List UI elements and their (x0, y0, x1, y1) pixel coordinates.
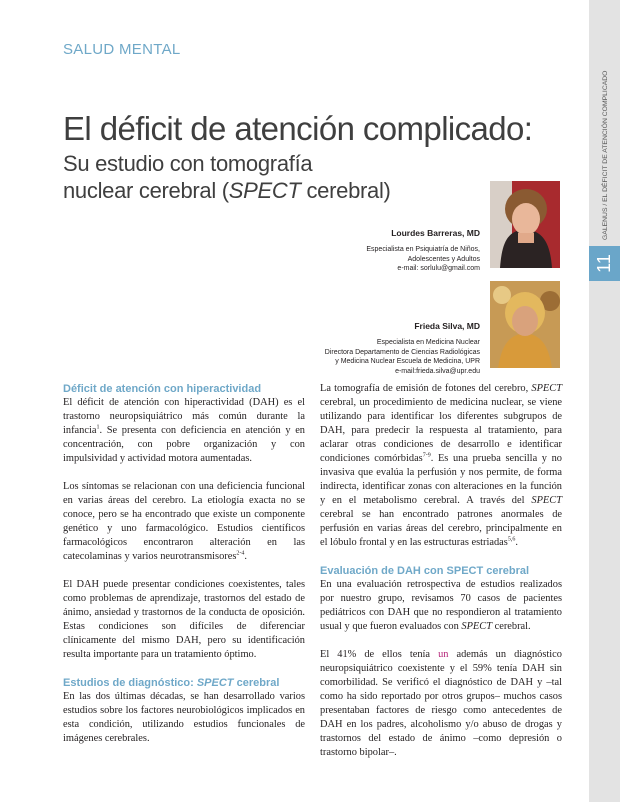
paragraph: El DAH puede presentar condiciones coexistentes, tales como problemas de aprendizaje, trastornos del estado de ánimo, ansiedad y trastornos de la conducta de oposición. Estas condiciones son difíciles de diferenciar clínicamente del mismo DAH, pero su identificación resulta importante para un tratamiento óptimo. (63, 579, 305, 660)
author-1-photo (490, 181, 560, 268)
paragraph: El déficit de atención con hiperactividad (DAH) es el trastorno neuropsiquiátrico más común durante la infancia$^1$. Se presenta con deficiencia en atención y en concentración, con pobre organización y con impulsividad y actividad motora aumentadas. (63, 397, 305, 464)
running-head: GALENUS / EL DÉFICIT DE ATENCIÓN COMPLICADO (602, 70, 609, 240)
paragraph: Los síntomas se relacionan con una deficiencia funcional en varias áreas del cerebro. La etiología exacta no se conoce, pero se ha encontrado que existe un componente genético y uno farmacológico. Estudios científicos farmacológicos encontraron alteración en las catecolaminas y varios neurotransmisores$^{2-4}$. (63, 481, 305, 562)
author-2-block (325, 321, 480, 376)
author-2-line: Especialista en Medicina Nuclear (376, 339, 480, 346)
author-1-email: e-mail: sorlulu@gmail.com (397, 265, 480, 273)
paragraph: En las dos últimas décadas, se han desarrollado varios estudios sobre los factores neurobiológicos implicados en esta condición, utilizando estudios funcionales de imágenes cerebrales. (63, 691, 305, 744)
heading-diagnostico: Estudios de diagnóstico: SPECT cerebral (63, 677, 280, 689)
author-1-line: Especialista en Psiquiatría de Niños, (366, 246, 480, 253)
left-column (63, 382, 305, 760)
author-2-line: y Medicina Nuclear Escuela de Medicina, UPR (335, 358, 480, 366)
author-2-name: Frieda Silva, MD (414, 321, 480, 331)
author-1-name: Lourdes Barreras, MD (391, 228, 480, 238)
author-2-line: Directora Departamento de Ciencias Radiológicas (324, 348, 480, 356)
article-subtitle-line-2: nuclear cerebral (SPECT cerebral) (63, 178, 391, 203)
right-column (320, 382, 562, 774)
paragraph: La tomografía de emisión de fotones del cerebro, SPECT cerebral, un procedimiento de medicina nuclear, se viene utilizando para identificar los diferentes subgrupos de DAH, para predecir la respuesta al tratamiento, para aclarar otras condiciones de desarrollo e identificar condiciones comórbidas$^{7-9}$. Es una prueba sencilla y no invasiva que evalúa la perfusión y nos permite, de forma indirecta, identificar zonas con alteraciones en la función y en el metabolismo cerebral. A través del SPECT cerebral se han encontrado patrones anormales de perfusión en varias áreas del cerebro, principalmente en el lóbulo frontal y en las estructuras estriadas$^{5,6}$. (320, 383, 562, 548)
article-title: El déficit de atención complicado: (63, 110, 533, 147)
page-number: 11 (594, 254, 614, 273)
author-1-line: Adolescentes y Adultos (407, 255, 480, 263)
author-2-email: e-mail:frieda.silva@upr.edu (395, 367, 480, 375)
paragraph: En una evaluación retrospectiva de estudios realizados por nuestro grupo, revisamos 70 casos de pacientes pediátricos con DAH que no respondieron al tratamiento usual y que fueron evaluados con SPECT cerebral. (320, 579, 562, 632)
article-subtitle-line-1: Su estudio con tomografía (63, 151, 313, 176)
heading-evaluacion: Evaluación de DAH con SPECT cerebral (320, 565, 530, 577)
author-2-photo (490, 281, 560, 368)
section-label: SALUD MENTAL (63, 41, 181, 58)
heading-hiperactividad: Déficit de atención con hiperactividad (63, 383, 262, 395)
page-number-tab (589, 246, 620, 281)
paragraph: El 41% de ellos tenía un además un diagnóstico neuropsiquiátrico coexistente y el 59% tenía DAH sin comorbilidad. Se verificó el diagnóstico de DAH y –tal como ha sido reportado por otros grupos– muchos casos presentaban factores de riesgo como antecedentes de DAH en los padres, alcoholismo y/o abuso de drogas y trastornos del estado de ánimo –como depresión o trastorno bipolar–. (320, 649, 562, 758)
author-1-block (366, 228, 480, 274)
